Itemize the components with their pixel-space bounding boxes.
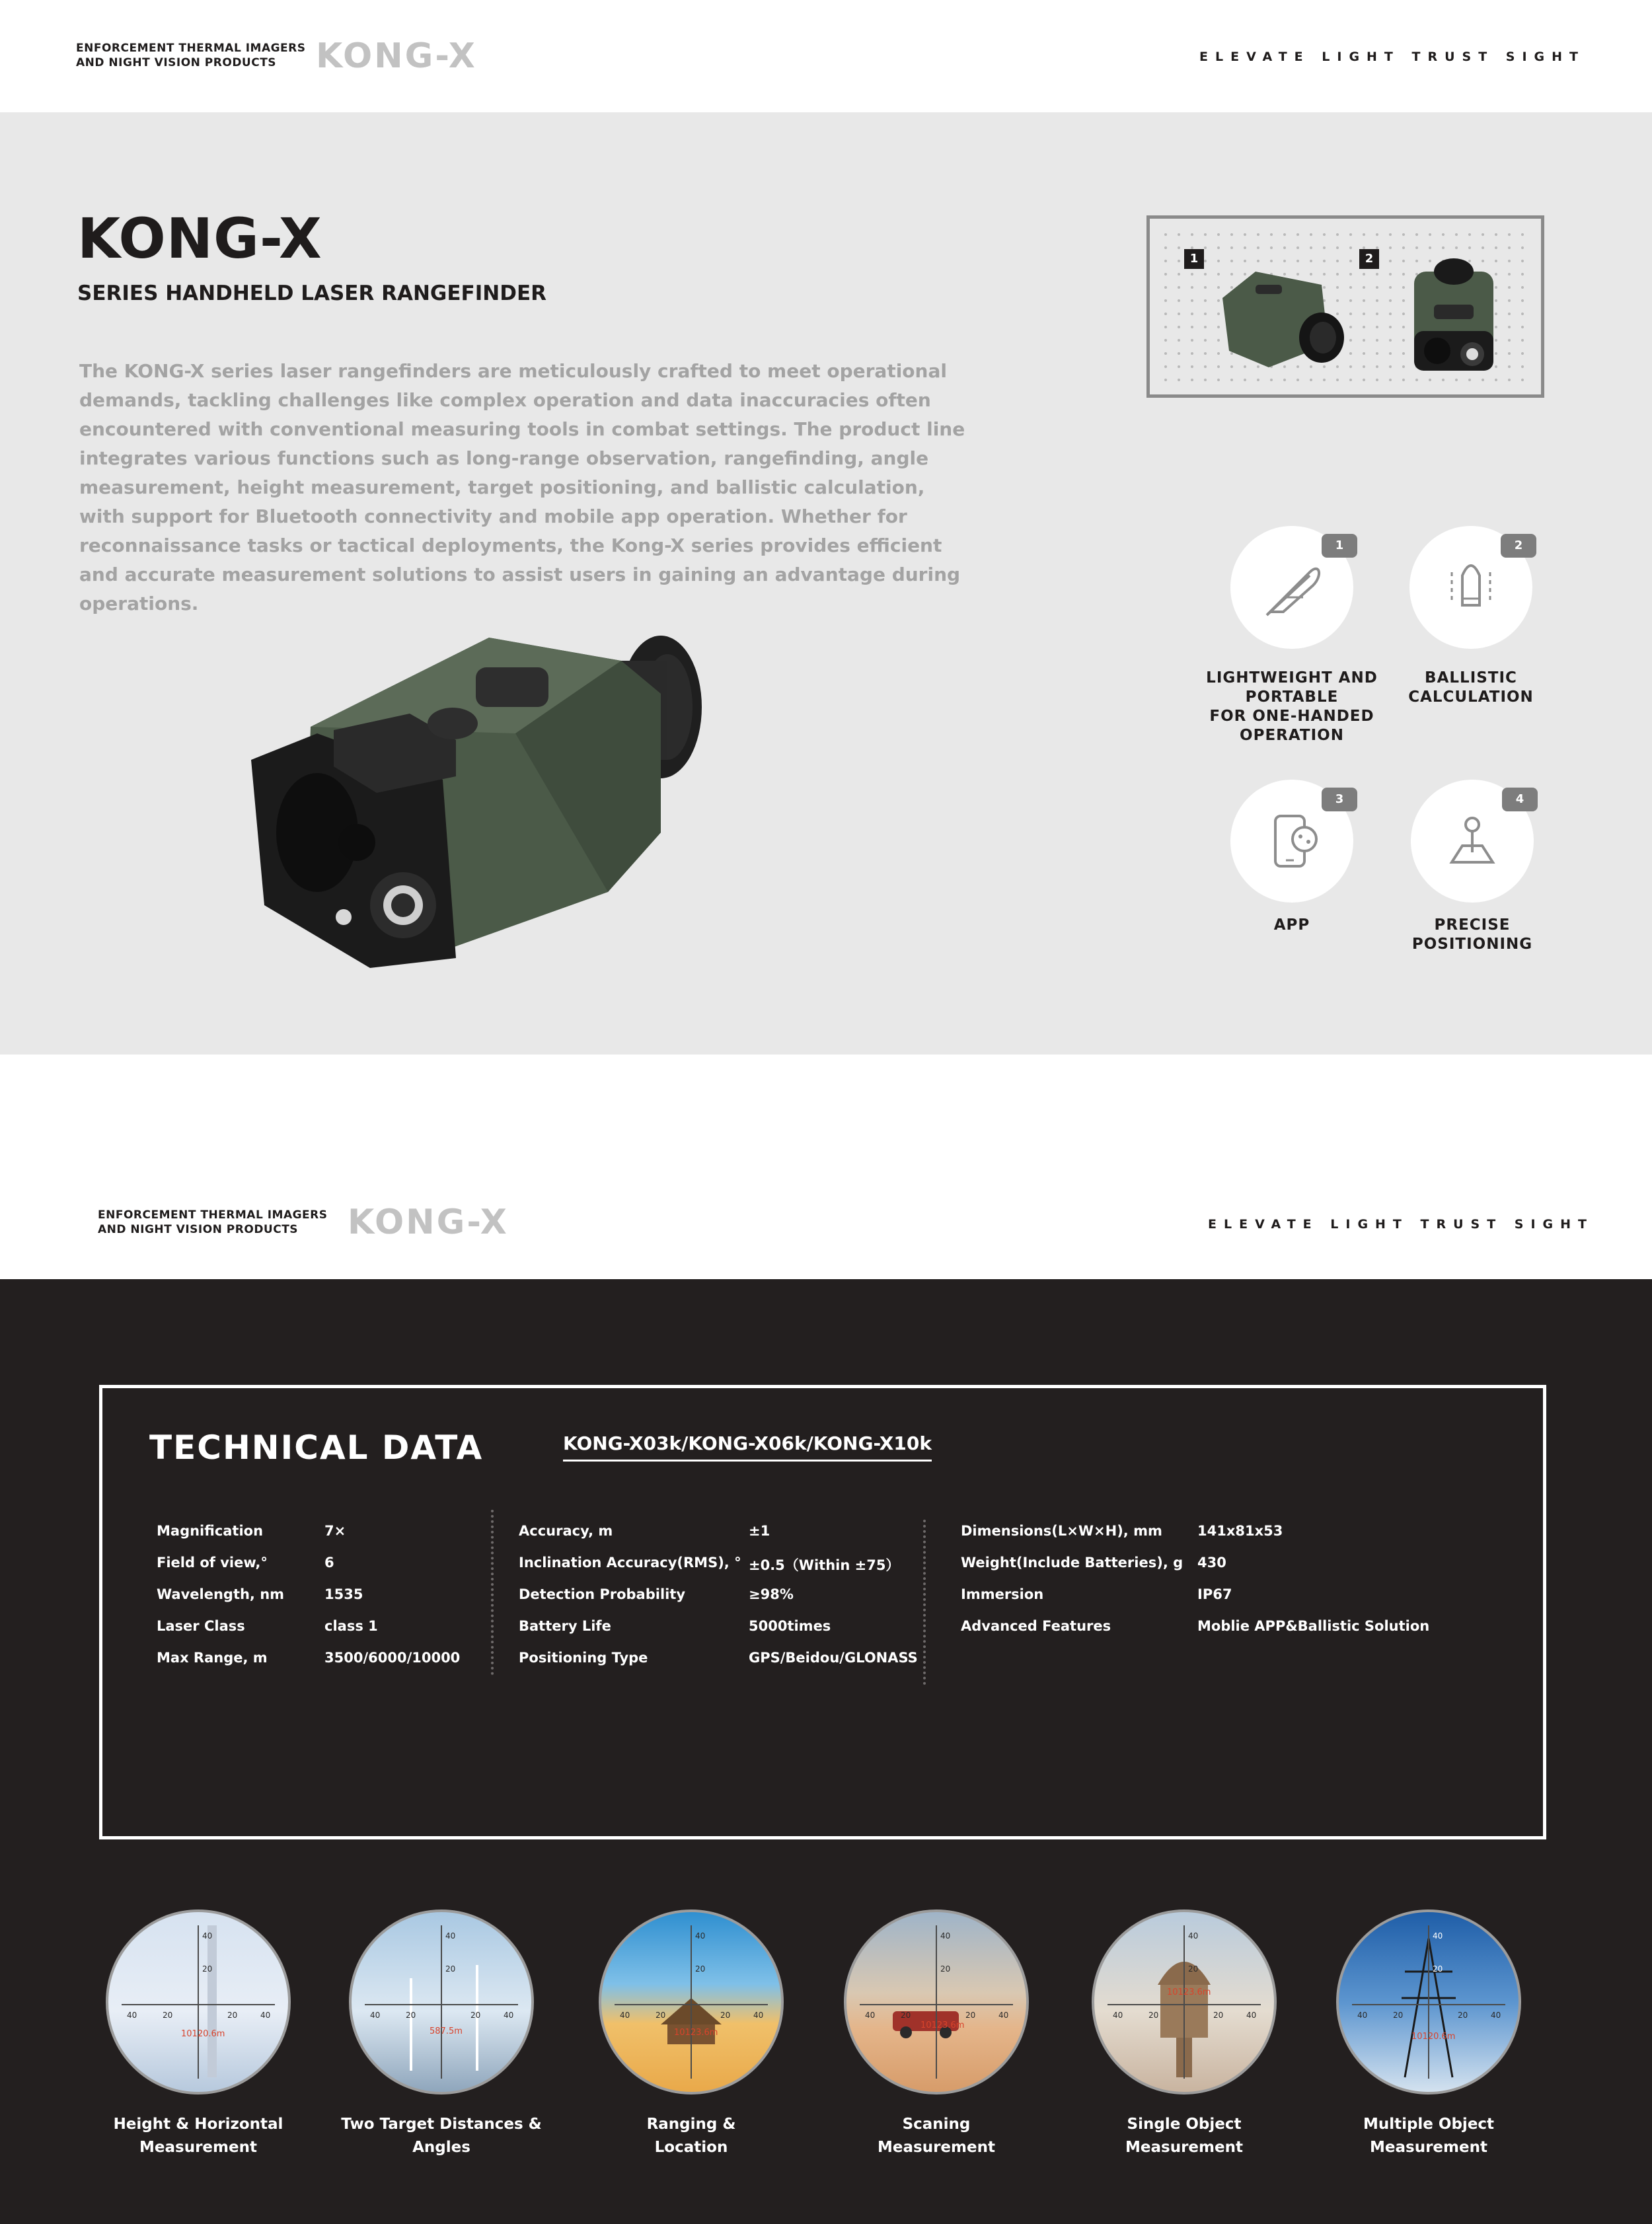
scale-label: 40 (1246, 2011, 1257, 2020)
mode-label (1323, 2113, 1534, 2159)
spec-value: ≥98% (749, 1586, 794, 1602)
spec-value: 7× (324, 1523, 346, 1539)
feature-label (1386, 916, 1558, 954)
mode-label-line: Measurement (1125, 2139, 1243, 2156)
scale-label: 20 (1213, 2011, 1224, 2020)
feature-badge: 3 (1322, 788, 1357, 811)
reticle-overlay (352, 1912, 531, 2092)
scale-label: 20 (1188, 1964, 1199, 1974)
column-divider (491, 1510, 494, 1675)
scale-label: 20 (227, 2011, 238, 2020)
mode-label-line: Two Target Distances & (341, 2116, 542, 2133)
reticle-overlay (108, 1912, 288, 2092)
scale-label: 40 (753, 2011, 764, 2020)
reticle-overlay (601, 1912, 781, 2092)
mode-label-line: Multiple Object (1363, 2116, 1495, 2133)
spec-label: Inclination Accuracy(RMS), ° (519, 1555, 741, 1571)
scale-label: 20 (445, 1964, 456, 1974)
feature-label-line: POSITIONING (1411, 936, 1533, 953)
logo-2: KONG-X (348, 1203, 509, 1242)
spec-value: 1535 (324, 1586, 363, 1602)
mode-label-line: Measurement (139, 2139, 257, 2156)
feature-label-line: FOR ONE-HANDED (1209, 708, 1374, 725)
feature-label-line: CALCULATION (1408, 688, 1534, 706)
scale-label: 40 (127, 2011, 137, 2020)
scale-label: 20 (965, 2011, 976, 2020)
scale-label: 20 (1393, 2011, 1404, 2020)
mode-label (1078, 2113, 1290, 2159)
scale-label: 40 (1113, 2011, 1123, 2020)
scale-label: 20 (163, 2011, 173, 2020)
scale-label: 40 (1491, 2011, 1501, 2020)
thumbnail-front-view[interactable] (1401, 252, 1500, 377)
range-readout: 10123.6m (1167, 1987, 1211, 1997)
scale-label: 40 (695, 1931, 706, 1941)
range-readout: 10120.6m (181, 2029, 225, 2039)
reticle-overlay (1339, 1912, 1519, 2092)
scale-label: 40 (1357, 2011, 1368, 2020)
thumbnail-number-2: 2 (1359, 249, 1379, 269)
scale-label: 40 (865, 2011, 876, 2020)
mode-view (349, 1909, 534, 2094)
technical-title: TECHNICAL DATA (149, 1428, 484, 1467)
feature-label (1206, 916, 1378, 935)
spec-value: GPS/Beidou/GLONASS (749, 1650, 918, 1666)
header-tagline (76, 41, 306, 70)
logo: KONG-X (316, 36, 477, 76)
scale-label: 40 (998, 2011, 1009, 2020)
scale-label: 40 (370, 2011, 381, 2020)
tagline-line-1: ENFORCEMENT THERMAL IMAGERS (98, 1208, 328, 1222)
spec-label: Battery Life (519, 1618, 611, 1634)
spec-label: Max Range, m (157, 1650, 268, 1666)
slogan: ELEVATE LIGHT TRUST SIGHT (1199, 50, 1586, 64)
mode-two-target (341, 1909, 542, 2156)
range-readout: 587.5m (430, 2026, 463, 2036)
scale-label: 20 (1148, 2011, 1159, 2020)
scale-label: 40 (202, 1931, 213, 1941)
mode-view (599, 1909, 784, 2094)
mode-multiple-object (1336, 1909, 1521, 2156)
scale-label: 20 (1458, 2011, 1468, 2020)
range-readout: 10123.6m (920, 2020, 965, 2030)
mode-label (585, 2113, 797, 2159)
reticle-overlay (846, 1912, 1026, 2092)
product-thumbnails (1146, 215, 1544, 398)
header-tagline-2 (98, 1208, 328, 1237)
product-subtitle: SERIES HANDHELD LASER RANGEFINDER (77, 281, 546, 305)
spec-value: 6 (324, 1555, 334, 1571)
scale-label: 40 (1188, 1931, 1199, 1941)
range-readout: 10120.6m (1411, 2032, 1456, 2042)
scale-label: 20 (406, 2011, 416, 2020)
mode-view (844, 1909, 1029, 2094)
mode-view (106, 1909, 291, 2094)
spec-label: Magnification (157, 1523, 264, 1539)
spec-label: Field of view,° (157, 1555, 268, 1571)
scale-label: 20 (1433, 1964, 1443, 1974)
mode-ranging-location (599, 1909, 784, 2156)
mode-label-line: Height & Horizontal (113, 2116, 283, 2133)
range-readout: 10123.6m (674, 2028, 718, 2038)
product-description: The KONG-X series laser rangefinders are meticulously crafted to meet operational demands, tackling challenges like complex operation and data inaccuracies often encountered with conventional measuring tools in combat settings. The product line integrates various functions such as long-range observation, rangefinding, angle measurement, height measurement, target positioning, and ballistic calculation, with support for Bluetooth connectivity and mobile app operation. Whether for reconnaissance tasks or tactical deployments, the Kong-X series provides efficient and accurate measurement solutions to assist users in gaining an advantage during operations. (79, 360, 965, 614)
mode-label (336, 2113, 547, 2159)
feature-badge: 2 (1501, 534, 1536, 558)
mode-label-line: Measurement (1370, 2139, 1487, 2156)
rangefinder-product-image (238, 614, 720, 971)
thumbnail-number-1: 1 (1184, 249, 1204, 269)
spec-value: class 1 (324, 1618, 378, 1634)
spec-value: ±1 (749, 1523, 770, 1539)
feature-label-line: PRECISE (1434, 916, 1511, 934)
mode-scanning (844, 1909, 1029, 2156)
feature-label-line: OPERATION (1240, 727, 1344, 744)
tagline-line-1: ENFORCEMENT THERMAL IMAGERS (76, 42, 306, 55)
mode-label (831, 2113, 1042, 2159)
spec-value: Moblie APP&Ballistic Solution (1197, 1618, 1430, 1634)
scale-label: 20 (940, 1964, 951, 1974)
spec-label: Dimensions(L×W×H), mm (961, 1523, 1162, 1539)
feature-badge: 1 (1322, 534, 1357, 558)
mode-height-horizontal (106, 1909, 291, 2156)
mode-label-line: Ranging & (646, 2116, 736, 2133)
spec-label: Wavelength, nm (157, 1586, 285, 1602)
spec-label: Immersion (961, 1586, 1044, 1602)
feature-label (1385, 669, 1557, 707)
scale-label: 40 (445, 1931, 456, 1941)
reticle-overlay (1094, 1912, 1274, 2092)
scale-label: 20 (720, 2011, 731, 2020)
scale-label: 40 (1433, 1931, 1443, 1941)
spec-label: Detection Probability (519, 1586, 686, 1602)
spec-value: 141x81x53 (1197, 1523, 1283, 1539)
product-title: KONG-X (77, 206, 322, 271)
spec-value: 5000times (749, 1618, 831, 1634)
spec-label: Advanced Features (961, 1618, 1111, 1634)
scale-label: 40 (620, 2011, 630, 2020)
feature-label-line: BALLISTIC (1425, 669, 1517, 686)
spec-label: Accuracy, m (519, 1523, 613, 1539)
scale-label: 20 (656, 2011, 666, 2020)
mode-label-line: Scaning (902, 2116, 971, 2133)
feature-label (1206, 669, 1378, 745)
scale-label: 40 (260, 2011, 271, 2020)
mode-single-object (1092, 1909, 1277, 2156)
mode-label-line: Angles (412, 2139, 470, 2156)
mode-view (1336, 1909, 1521, 2094)
spec-value: 430 (1197, 1555, 1226, 1571)
thumbnail-side-view[interactable] (1216, 258, 1348, 371)
mode-label (93, 2113, 304, 2159)
spec-label: Weight(Include Batteries), g (961, 1555, 1183, 1571)
scale-label: 20 (695, 1964, 706, 1974)
spec-label: Laser Class (157, 1618, 245, 1634)
feature-label-line: PORTABLE (1245, 688, 1339, 706)
feature-badge: 4 (1502, 788, 1538, 811)
mode-label-line: Location (654, 2139, 728, 2156)
spec-value: IP67 (1197, 1586, 1232, 1602)
spec-value: 3500/6000/10000 (324, 1650, 461, 1666)
column-divider (923, 1520, 926, 1685)
feature-label-line: APP (1273, 916, 1310, 934)
spec-value: ±0.5（Within ±75） (749, 1557, 900, 1573)
scale-label: 20 (901, 2011, 911, 2020)
scale-label: 40 (940, 1931, 951, 1941)
scale-label: 20 (470, 2011, 481, 2020)
scale-label: 40 (504, 2011, 514, 2020)
tagline-line-2: AND NIGHT VISION PRODUCTS (76, 56, 277, 69)
model-names: KONG-X03k/KONG-X06k/KONG-X10k (563, 1432, 932, 1462)
slogan-2: ELEVATE LIGHT TRUST SIGHT (1208, 1217, 1595, 1232)
spec-label: Positioning Type (519, 1650, 648, 1666)
mode-label-line: Measurement (878, 2139, 995, 2156)
mode-label-line: Single Object (1127, 2116, 1242, 2133)
mode-view (1092, 1909, 1277, 2094)
feature-label-line: LIGHTWEIGHT AND (1206, 669, 1378, 686)
tagline-line-2: AND NIGHT VISION PRODUCTS (98, 1223, 299, 1236)
scale-label: 20 (202, 1964, 213, 1974)
